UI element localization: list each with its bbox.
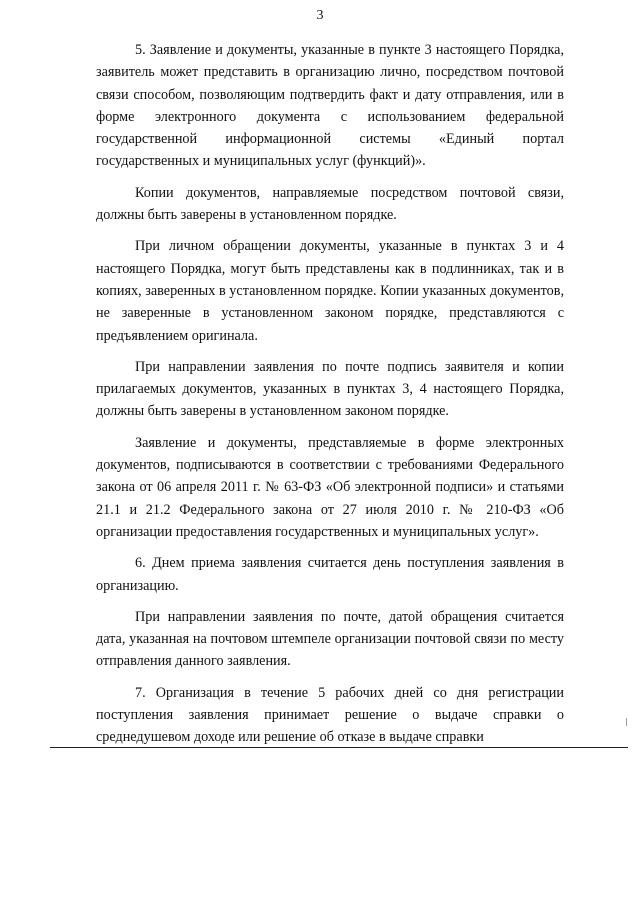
page-number: 3 bbox=[316, 8, 324, 23]
scan-edge-mark bbox=[626, 718, 627, 726]
document-body bbox=[96, 39, 564, 749]
paragraph-item-7: 7. Организация в течение 5 рабочих дней со дня регистрации поступления заявления принимает решение о выдаче справки о среднедушевом доходе или решение об отказе в выдаче справки bbox=[96, 684, 564, 746]
paragraph-item-5: 5. Заявление и документы, указанные в пункте 3 настоящего Порядка, заявитель может представить в организацию лично, посредством почтовой связи способом, позволяющим подтвердить факт и дату отправления, или в форме электронного документа с использованием федеральной государственной информационной системы «Единый портал государственных и муниципальных услуг (функций)». bbox=[96, 42, 564, 170]
paragraph-postmark-date: При направлении заявления по почте, датой обращения считается дата, указанная на почтовом штемпеле организации почтовой связи по месту отправления данного заявления. bbox=[96, 608, 564, 670]
paragraph-item-6: 6. Днем приема заявления считается день поступления заявления в организацию. bbox=[96, 555, 564, 594]
page-bottom-rule bbox=[50, 747, 628, 748]
paragraph-electronic-documents: Заявление и документы, представляемые в форме электронных документов, подписываются в соответствии с требованиями Федерального закона от 06 апреля 2011 г. № 63-ФЗ «Об электронной подписи» и статьями 21.1 и 21.2 Федерального закона от 27 июля 2010 г. № 210-ФЗ «Об организации предоставления государственных и муниципальных услуг». bbox=[96, 434, 564, 540]
paragraph-personal-visit: При личном обращении документы, указанные в пунктах 3 и 4 настоящего Порядка, могут быть представлены как в подлинниках, так и в копиях, заверенных в установленном порядке. Копии указанных документов, не заверенные в установленном законом порядке, представляются с предъявлением оригинала. bbox=[96, 238, 564, 344]
paragraph-mail-signature: При направлении заявления по почте подпись заявителя и копии прилагаемых документов, указанных в пунктах 3, 4 настоящего Порядка, должны быть заверены в установленном законом порядке. bbox=[96, 358, 564, 420]
paragraph-copies-by-post: Копии документов, направляемые посредством почтовой связи, должны быть заверены в установленном порядке. bbox=[96, 184, 564, 224]
